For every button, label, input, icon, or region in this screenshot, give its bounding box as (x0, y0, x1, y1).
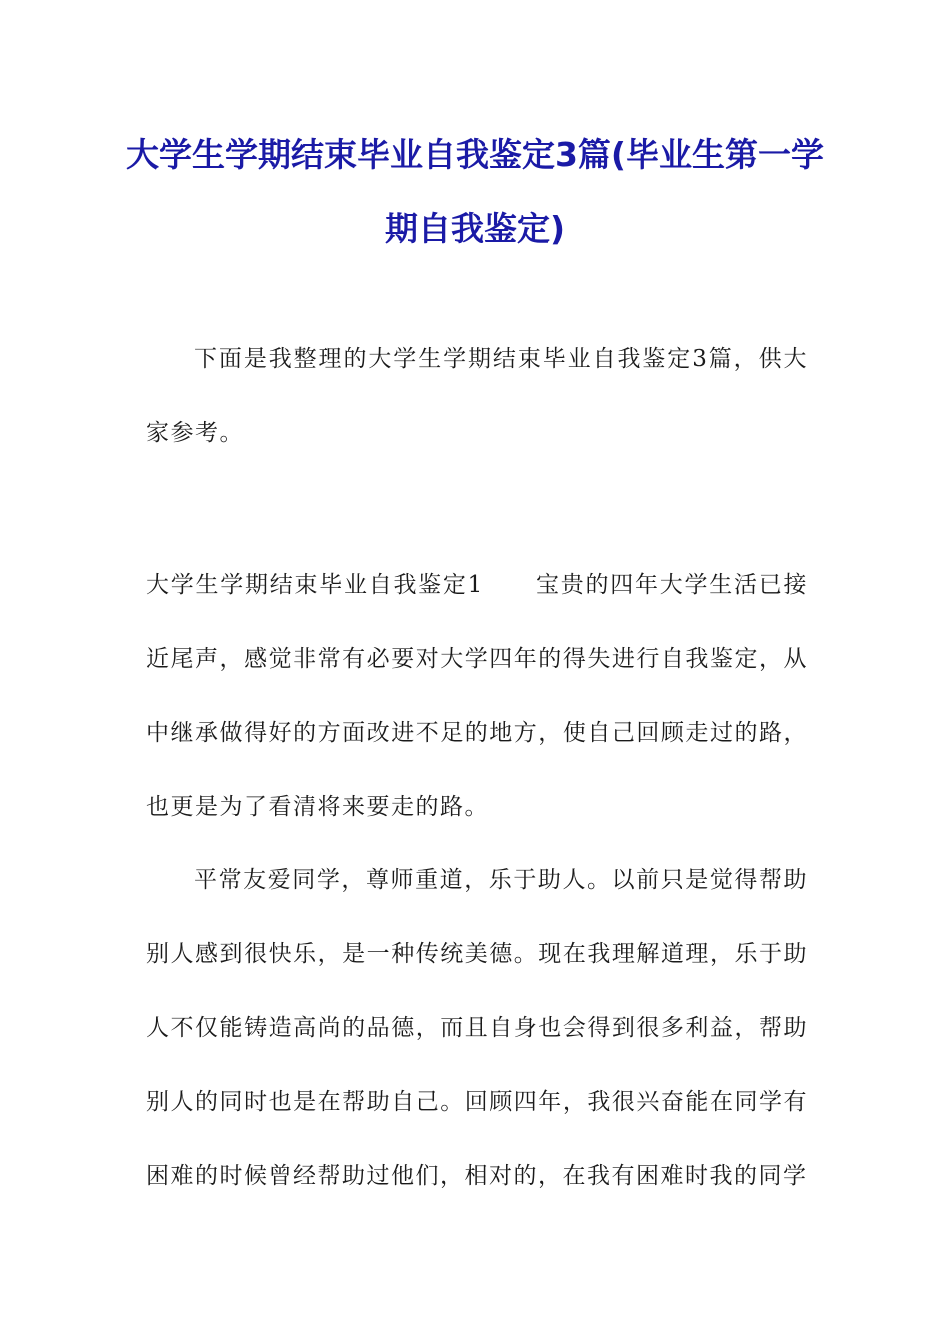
section1-paragraph (146, 548, 808, 844)
intro-paragraph: 下面是我整理的大学生学期结束毕业自我鉴定3篇，供大家参考。 (146, 346, 808, 446)
section1-para1: 宝贵的四年大学生活已接近尾声，感觉非常有必要对大学四年的得失进行自我鉴定，从中继承做得好的方面改进不足的地方，使自己回顾走过的路，也更是为了看清将来要走的路。 (146, 572, 808, 820)
section1-para2: 平常友爱同学，尊师重道，乐于助人。以前只是觉得帮助别人感到很快乐，是一种传统美德。现在我理解道理，乐于助人不仅能铸造高尚的品德，而且自身也会得到很多利益，帮助别人的同时也是在帮助自己。回顾四年，我很兴奋能在同学有困难的时候曾经帮助过他们，相对的，在我有困难时我的同学 (146, 867, 808, 1189)
document-title: 大学生学期结束毕业自我鉴定3篇(毕业生第一学期自我鉴定) (125, 135, 825, 248)
section1-heading: 大学生学期结束毕业自我鉴定1 (146, 572, 484, 598)
